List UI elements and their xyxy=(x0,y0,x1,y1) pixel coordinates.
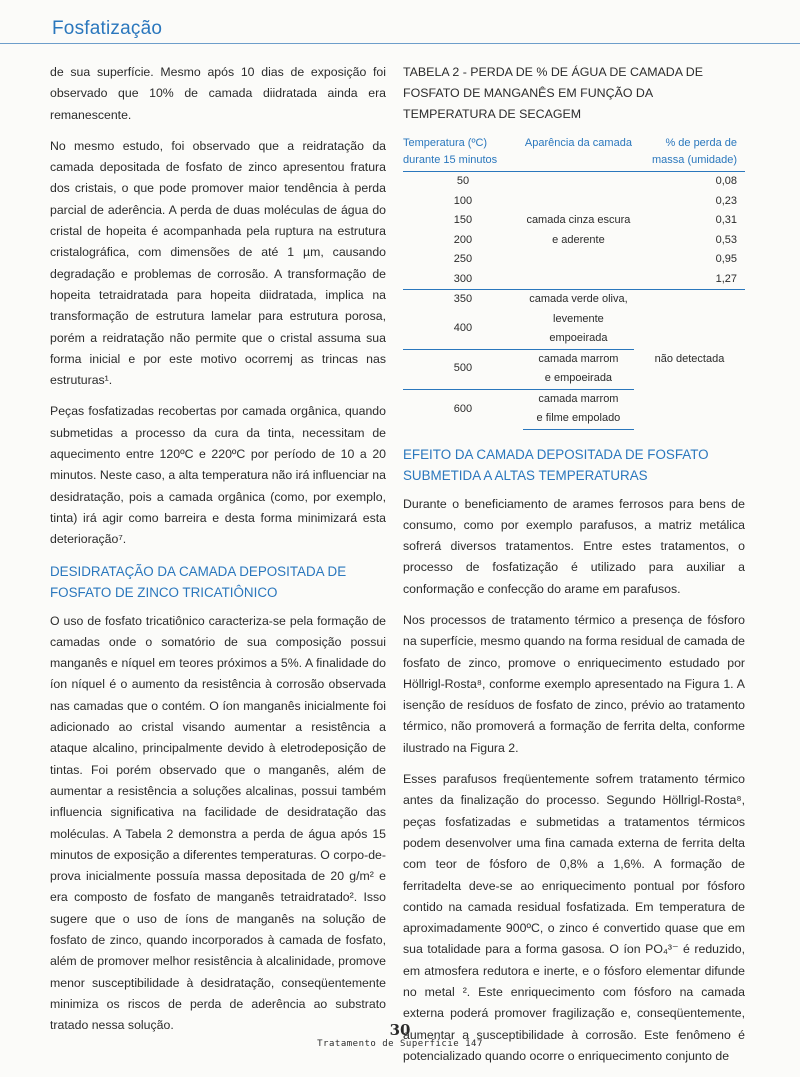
paragraph: No mesmo estudo, foi observado que a reidratação da camada depositada de fosfato de zinco apresentou fratura dos cristais, o que pode promover maior tendência à perda parcial de aderência. A perda de duas moléculas de água do cristal de hopeita é acompanhada pela ruptura na estrutura cristalográfica, com dimensões de até 1 µm, causando degradação e problemas de corrosão. A transformação de hopeita tetraidratada para hopeita diidratada, implica na transformação de estrutura lamelar para estrutura porosa, porém a reidratação não permite que o cristal assuma sua forma inicial e por este motivo ocorremj as trincas nas estruturas¹. xyxy=(50,138,386,388)
column-header: % de perda de massa (umidade) xyxy=(634,133,745,172)
loss-cell: 0,08 xyxy=(715,175,737,187)
temperature-cell: 200 xyxy=(453,233,473,246)
appearance-cell: e empoeirada xyxy=(544,372,613,384)
loss-cell: 1,27 xyxy=(715,272,737,285)
temperature-cell: 400 xyxy=(453,322,473,335)
paragraph: Peças fosfatizadas recobertas por camada orgânica, quando submetidas a processo da cura da tinta, necessitam de aquecimento entre 120ºC e 220ºC por período de 10 a 20 minutos. Neste caso, a alta temperatura não irá influenciar na desidratação, pois a camada orgânica (como, por exemplo, tinta) irá agir como barreira e desta forma minimizará esta deterioração⁷. xyxy=(50,404,386,547)
section-heading: EFEITO DA CAMADA DEPOSITADA DE FOSFATO SUBMETIDA A ALTAS TEMPERATURAS xyxy=(403,446,709,483)
temperature-cell: 300 xyxy=(453,272,473,285)
page-number: 30 xyxy=(389,1021,411,1039)
loss-cell: 0,95 xyxy=(715,253,737,265)
temperature-cell: 500 xyxy=(403,349,523,389)
temperature-cell: 350 xyxy=(403,290,523,310)
loss-cell: 0,53 xyxy=(715,233,737,246)
column-header: Aparência da camada xyxy=(523,133,634,172)
appearance-cell: camada verde oliva, xyxy=(523,290,634,310)
data-table xyxy=(403,133,745,430)
paragraph: O uso de fosfato tricatiônico caracteriza-se pela formação de camadas onde o somatório de sua composição possui manganês e níquel em teores próximos a 5%. A finalidade do íon níquel é o aumento da resistência à corrosão observada nas camadas que o contém. O íon manganês inicialmente foi adicionado ao cristal visando aumentar a resistência a ataque alcalino, principalmente devido à eletrodeposição de tintas. Foi porém observado que o manganês, além de aumentar a resistência a soluções alcalinas, possui também influencia significativa na facilidade de desidratação das moléculas. A Tabela 2 demonstra a perda de água após 15 minutos de exposição a diferentes temperaturas. O corpo-de-prova inicialmente possuía massa depositada de 20 g/m² e era composto de fosfato de manganês tetraidratado². Isso sugere que o uso de íons de manganês na solução de fosfato de zinco, quando incorporados à camada de fosfato, além de promover melhor resistência à alcalinidade, promove menor susceptibilidade à desidratação, conseqüentemente minimiza os riscos de perda de aderência ao substrato tratado nessa solução. xyxy=(50,613,386,1033)
loss-cell: 0,23 xyxy=(715,194,737,207)
header-divider xyxy=(0,43,800,44)
publication-name: Tratamento de Superfície 147 xyxy=(317,1039,483,1049)
appearance-cell: camada marrom xyxy=(523,389,634,409)
table-row xyxy=(403,290,745,310)
appearance-cell: e filme empolado xyxy=(523,409,634,429)
table-row xyxy=(403,172,745,192)
loss-cell: 0,31 xyxy=(715,214,737,226)
appearance-cell: levemente empoeirada xyxy=(549,312,608,344)
table-header-row xyxy=(403,133,745,172)
appearance-cell: camada cinza escura e aderente xyxy=(526,214,631,246)
table-caption: TABELA 2 - PERDA DE % DE ÁGUA DE CAMADA DE FOSFATO DE MANGANÊS EM FUNÇÃO DA TEMPERATURA DE SECAGEM xyxy=(403,65,703,121)
section-heading: DESIDRATAÇÃO DA CAMADA DEPOSITADA DE FOSFATO DE ZINCO TRICATIÔNICO xyxy=(50,563,347,600)
loss-cell: não detectada xyxy=(634,290,745,430)
right-column xyxy=(403,62,745,1077)
section-title: Fosfatização xyxy=(52,18,163,39)
paragraph: Nos processos de tratamento térmico a presença de fósforo na superfície, mesmo quando na forma residual de camada de fosfato de zinco, promove o enriquecimento estudado por Höllrigl-Rosta⁸, conforme exemplo apresentado na Figura 1. A isenção de resíduos de fosfato de zinco, prévio ao tratamento térmico, não promoverá a formação de ferrita delta, conforme ilustrado na Figura 2. xyxy=(403,612,745,755)
temperature-cell: 250 xyxy=(453,253,473,265)
paragraph: Durante o beneficiamento de arames ferrosos para bens de consumo, como por exemplo parafusos, a matriz metálica sofrerá diversos tratamentos. Entre estes tratamentos, o processo de fosfatização é utilizado para auxiliar a conformação e confecção do arame em parafusos. xyxy=(403,496,745,596)
paragraph: Esses parafusos freqüentemente sofrem tratamento térmico antes da finalização do processo. Segundo Höllrigl-Rosta⁸, peças fosfatizadas e submetidas a tratamentos térmicos podem desenvolver uma fina camada externa de ferrita delta com teor de fósforo de 0,8% a 1,6%. A formação de ferritadelta deve-se ao enriquecimento pontual por fósforo contido na camada residual fosfatizada. Em temperatura de aproximadamente 900ºC, o zinco é convertido quase que em sua totalidade para a forma gasosa. O íon PO₄³⁻ é reduzido, em atmosfera redutora e inerte, e o fósforo elementar difunde no metal ². Este enriquecimento com fósforo na camada externa poderá promover fragilização e, conseqüentemente, aumentar a susceptibilidade à corrosão. Este fenômeno é potencializado quando ocorre o enriquecimento conjunto de xyxy=(403,772,745,1063)
left-column xyxy=(50,62,386,1046)
temperature-cell: 50 xyxy=(456,175,470,187)
column-header: Temperatura (ºC) durante 15 minutos xyxy=(403,133,523,172)
temperature-cell: 100 xyxy=(453,194,473,207)
temperature-cell: 150 xyxy=(453,214,473,226)
appearance-cell: camada marrom xyxy=(523,349,634,369)
paragraph: de sua superfície. Mesmo após 10 dias de exposição foi observado que 10% de camada diidratada ainda era remanescente. xyxy=(50,65,386,122)
temperature-cell: 600 xyxy=(403,389,523,429)
